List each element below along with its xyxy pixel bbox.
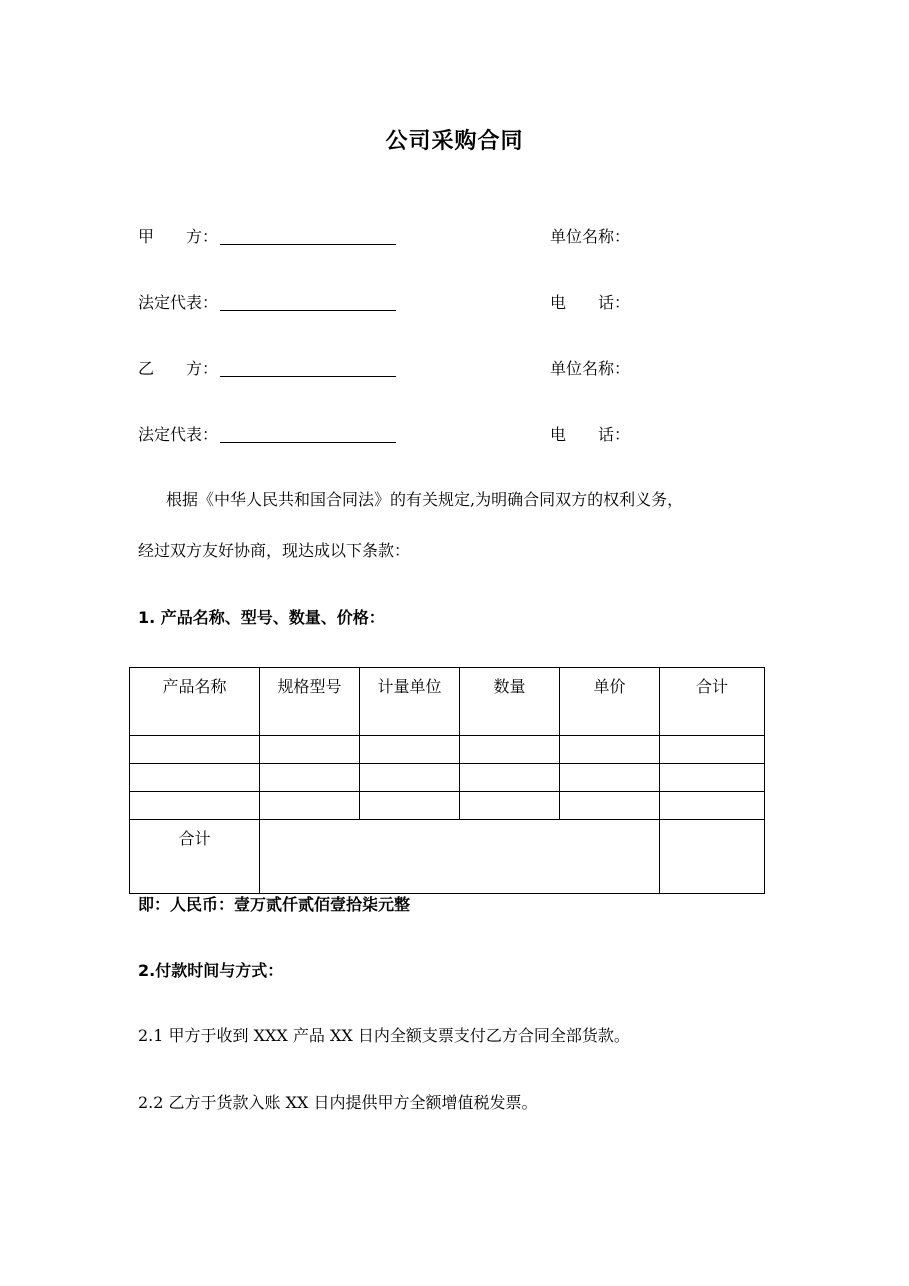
party-b-blank[interactable] <box>220 358 396 377</box>
total-sum-cell[interactable] <box>660 820 765 894</box>
table-cell[interactable] <box>130 792 260 820</box>
amount-in-words: 即：人民币：壹万贰仟贰佰壹拾柒元整 <box>138 895 411 914</box>
party-b-row <box>138 356 396 382</box>
table-cell[interactable] <box>660 764 765 792</box>
header-unit: 计量单位 <box>360 668 460 736</box>
table-cell[interactable] <box>660 792 765 820</box>
party-a-unit-label: 单位名称： <box>550 227 631 246</box>
table-cell[interactable] <box>660 736 765 764</box>
party-b-rep-row <box>138 422 396 448</box>
party-a-row <box>138 224 396 250</box>
table-cell[interactable] <box>460 792 560 820</box>
table-cell[interactable] <box>260 764 360 792</box>
party-b-phone-label: 电 话： <box>550 425 631 444</box>
party-b-rep-label: 法定代表： <box>138 425 219 444</box>
table-cell[interactable] <box>360 736 460 764</box>
party-a-rep-row <box>138 290 396 316</box>
table-total-row <box>130 820 765 894</box>
header-total: 合计 <box>660 668 765 736</box>
table-cell[interactable] <box>130 736 260 764</box>
table-cell[interactable] <box>460 764 560 792</box>
party-a-blank[interactable] <box>220 226 396 245</box>
table-header-row <box>130 668 765 736</box>
party-a-rep-blank[interactable] <box>220 292 396 311</box>
table-cell[interactable] <box>130 764 260 792</box>
table-cell[interactable] <box>560 736 660 764</box>
table-cell[interactable] <box>560 764 660 792</box>
total-amount-cell[interactable] <box>260 820 660 894</box>
intro-line-2: 经过双方友好协商，现达成以下条款： <box>138 541 411 560</box>
table-row <box>130 792 765 820</box>
table-cell[interactable] <box>460 736 560 764</box>
clause-2-2: 2.2 乙方于货款入账 XX 日内提供甲方全额增值税发票。 <box>138 1093 538 1112</box>
party-a-phone-label: 电 话： <box>550 293 631 312</box>
clause-2-1: 2.1 甲方于收到 XXX 产品 XX 日内全额支票支付乙方合同全部货款。 <box>138 1026 630 1045</box>
table-row <box>130 764 765 792</box>
goods-table <box>129 667 765 894</box>
header-product-name: 产品名称 <box>130 668 260 736</box>
table-cell[interactable] <box>260 736 360 764</box>
table-cell[interactable] <box>560 792 660 820</box>
table-cell[interactable] <box>360 792 460 820</box>
party-b-unit-label: 单位名称： <box>550 359 631 378</box>
table-row <box>130 736 765 764</box>
party-b-label: 乙 方： <box>138 359 219 378</box>
header-spec-model: 规格型号 <box>260 668 360 736</box>
header-unit-price: 单价 <box>560 668 660 736</box>
total-label: 合计 <box>130 820 260 894</box>
page-title: 公司采购合同 <box>385 129 524 154</box>
party-b-rep-blank[interactable] <box>220 424 396 443</box>
section-1-heading: 1. 产品名称、型号、数量、价格： <box>138 608 385 627</box>
party-a-label: 甲 方： <box>138 227 219 246</box>
intro-line-1: 根据《中华人民共和国合同法》的有关规定,为明确合同双方的权利义务， <box>166 490 684 509</box>
header-quantity: 数量 <box>460 668 560 736</box>
table-cell[interactable] <box>360 764 460 792</box>
table-cell[interactable] <box>260 792 360 820</box>
section-2-heading: 2.付款时间与方式： <box>138 961 284 980</box>
party-a-rep-label: 法定代表： <box>138 293 219 312</box>
